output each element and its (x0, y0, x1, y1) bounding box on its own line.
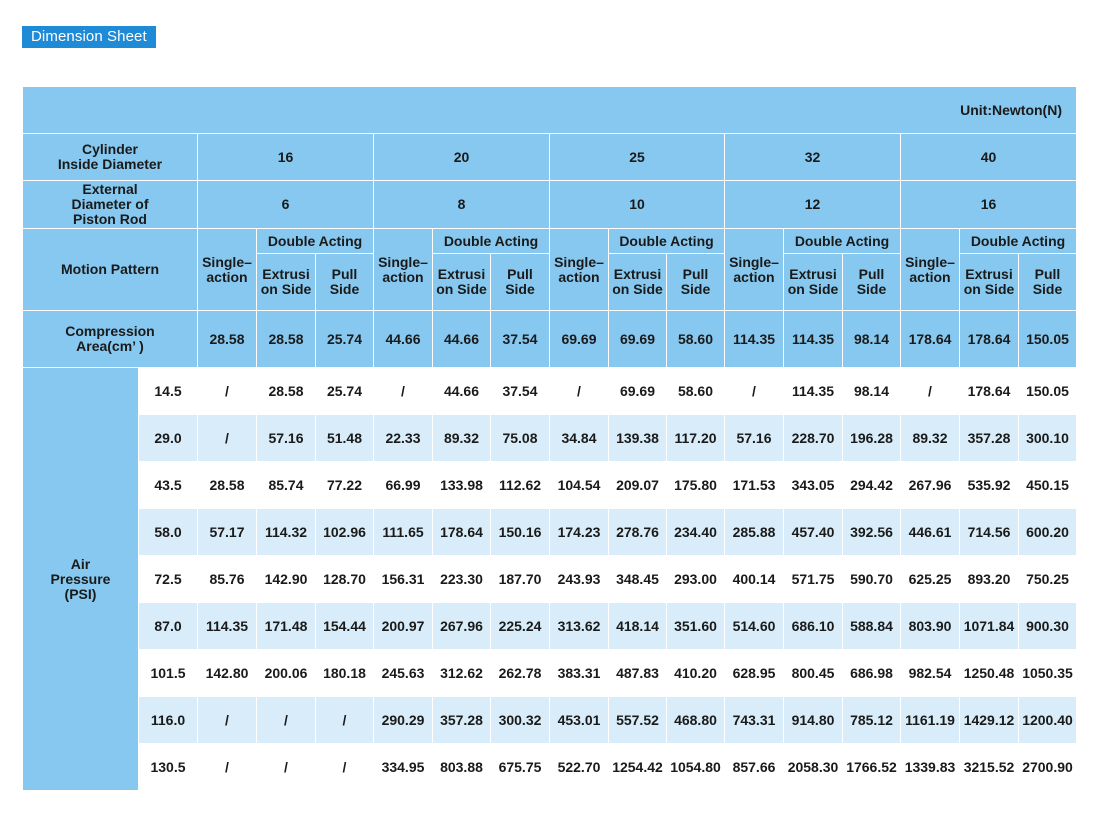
force-value: 457.40 (784, 509, 843, 556)
force-value: 392.56 (843, 509, 901, 556)
force-value: 535.92 (960, 462, 1019, 509)
force-value: 180.18 (316, 650, 374, 697)
force-value: / (550, 368, 609, 415)
double-acting-header: Double Acting (609, 229, 725, 254)
compression-area-value: 25.74 (316, 311, 374, 368)
piston-rod-value: 10 (550, 181, 725, 229)
table-row (23, 415, 1077, 462)
unit-row (23, 87, 1077, 134)
force-value: 114.32 (257, 509, 316, 556)
force-value: 893.20 (960, 556, 1019, 603)
force-value: 209.07 (609, 462, 667, 509)
pull-side-header: Pull Side (843, 254, 901, 311)
force-value: 1766.52 (843, 744, 901, 791)
psi-value: 87.0 (139, 603, 198, 650)
force-value: 89.32 (433, 415, 491, 462)
air-pressure-label: Air Pressure (PSI) (23, 368, 139, 791)
compression-area-label: Compression Area(cm’ ) (23, 311, 198, 368)
force-value: 85.74 (257, 462, 316, 509)
psi-value: 29.0 (139, 415, 198, 462)
force-value: / (257, 697, 316, 744)
extrusion-side-header: Extrusi on Side (784, 254, 843, 311)
force-value: 313.62 (550, 603, 609, 650)
force-value: 628.95 (725, 650, 784, 697)
compression-area-value: 28.58 (257, 311, 316, 368)
single-action-header: Single– action (198, 229, 257, 311)
force-value: 290.29 (374, 697, 433, 744)
cylinder-diameter-row (23, 134, 1077, 181)
force-value: 294.42 (843, 462, 901, 509)
piston-rod-value: 6 (198, 181, 374, 229)
force-value: 142.80 (198, 650, 257, 697)
double-acting-header: Double Acting (960, 229, 1077, 254)
table-row (23, 744, 1077, 791)
force-value: 114.35 (784, 368, 843, 415)
force-value: 453.01 (550, 697, 609, 744)
piston-rod-value: 12 (725, 181, 901, 229)
force-value: 85.76 (198, 556, 257, 603)
force-value: 200.06 (257, 650, 316, 697)
psi-value: 130.5 (139, 744, 198, 791)
force-value: 139.38 (609, 415, 667, 462)
force-value: 590.70 (843, 556, 901, 603)
force-value: 803.90 (901, 603, 960, 650)
cylinder-diameter-value: 16 (198, 134, 374, 181)
force-value: 171.53 (725, 462, 784, 509)
force-value: 1339.83 (901, 744, 960, 791)
compression-area-value: 150.05 (1019, 311, 1077, 368)
cylinder-diameter-value: 32 (725, 134, 901, 181)
force-value: 150.16 (491, 509, 550, 556)
force-value: / (316, 744, 374, 791)
force-value: 178.64 (960, 368, 1019, 415)
compression-area-value: 28.58 (198, 311, 257, 368)
force-value: 343.05 (784, 462, 843, 509)
force-value: 133.98 (433, 462, 491, 509)
psi-value: 116.0 (139, 697, 198, 744)
cylinder-diameter-value: 25 (550, 134, 725, 181)
single-action-header: Single– action (550, 229, 609, 311)
force-value: 75.08 (491, 415, 550, 462)
force-value: 51.48 (316, 415, 374, 462)
compression-area-value: 69.69 (550, 311, 609, 368)
force-value: 150.05 (1019, 368, 1077, 415)
force-value: 77.22 (316, 462, 374, 509)
single-action-header: Single– action (901, 229, 960, 311)
force-value: 785.12 (843, 697, 901, 744)
force-value: 196.28 (843, 415, 901, 462)
page-title: Dimension Sheet (22, 26, 156, 48)
force-value: 418.14 (609, 603, 667, 650)
force-value: 675.75 (491, 744, 550, 791)
force-value: 267.96 (433, 603, 491, 650)
force-value: 200.97 (374, 603, 433, 650)
motion-pattern-label: Motion Pattern (23, 229, 198, 311)
extrusion-side-header: Extrusi on Side (257, 254, 316, 311)
force-value: 245.63 (374, 650, 433, 697)
force-value: 446.61 (901, 509, 960, 556)
force-value: 1161.19 (901, 697, 960, 744)
force-value: 450.15 (1019, 462, 1077, 509)
force-value: 262.78 (491, 650, 550, 697)
compression-area-value: 37.54 (491, 311, 550, 368)
force-value: 58.60 (667, 368, 725, 415)
extrusion-side-header: Extrusi on Side (609, 254, 667, 311)
force-value: 686.98 (843, 650, 901, 697)
force-value: 234.40 (667, 509, 725, 556)
force-value: 57.16 (257, 415, 316, 462)
table-row (23, 556, 1077, 603)
force-value: 300.32 (491, 697, 550, 744)
force-value: 57.16 (725, 415, 784, 462)
force-value: 22.33 (374, 415, 433, 462)
extrusion-side-header: Extrusi on Side (960, 254, 1019, 311)
force-value: 112.62 (491, 462, 550, 509)
force-value: 571.75 (784, 556, 843, 603)
piston-rod-value: 8 (374, 181, 550, 229)
psi-value: 14.5 (139, 368, 198, 415)
psi-value: 58.0 (139, 509, 198, 556)
single-action-header: Single– action (374, 229, 433, 311)
force-value: 357.28 (433, 697, 491, 744)
force-value: 178.64 (433, 509, 491, 556)
force-value: / (257, 744, 316, 791)
force-value: / (316, 697, 374, 744)
compression-area-value: 98.14 (843, 311, 901, 368)
force-value: 44.66 (433, 368, 491, 415)
force-value: 142.90 (257, 556, 316, 603)
table-row (23, 697, 1077, 744)
pull-side-header: Pull Side (316, 254, 374, 311)
force-value: 174.23 (550, 509, 609, 556)
double-acting-header: Double Acting (433, 229, 550, 254)
force-value: 588.84 (843, 603, 901, 650)
force-value: 468.80 (667, 697, 725, 744)
cylinder-diameter-label: Cylinder Inside Diameter (23, 134, 198, 181)
force-value: / (198, 368, 257, 415)
force-value: 1254.42 (609, 744, 667, 791)
force-value: 102.96 (316, 509, 374, 556)
single-action-header: Single– action (725, 229, 784, 311)
force-value: 410.20 (667, 650, 725, 697)
piston-rod-value: 16 (901, 181, 1077, 229)
force-value: 66.99 (374, 462, 433, 509)
compression-area-value: 114.35 (725, 311, 784, 368)
force-value: 914.80 (784, 697, 843, 744)
force-value: 89.32 (901, 415, 960, 462)
force-value: 600.20 (1019, 509, 1077, 556)
double-acting-header: Double Acting (257, 229, 374, 254)
force-value: 225.24 (491, 603, 550, 650)
force-value: 400.14 (725, 556, 784, 603)
force-value: 57.17 (198, 509, 257, 556)
force-value: 1200.40 (1019, 697, 1077, 744)
force-value: 3215.52 (960, 744, 1019, 791)
force-value: 69.69 (609, 368, 667, 415)
force-value: 900.30 (1019, 603, 1077, 650)
force-value: / (198, 697, 257, 744)
force-value: 522.70 (550, 744, 609, 791)
table-row (23, 650, 1077, 697)
force-value: 98.14 (843, 368, 901, 415)
force-value: 982.54 (901, 650, 960, 697)
force-value: 312.62 (433, 650, 491, 697)
force-value: 514.60 (725, 603, 784, 650)
force-value: 175.80 (667, 462, 725, 509)
force-value: 334.95 (374, 744, 433, 791)
force-value: 285.88 (725, 509, 784, 556)
motion-pattern-row (23, 229, 1077, 254)
compression-area-value: 44.66 (374, 311, 433, 368)
psi-value: 72.5 (139, 556, 198, 603)
force-value: 1429.12 (960, 697, 1019, 744)
compression-area-row (23, 311, 1077, 368)
force-value: 1054.80 (667, 744, 725, 791)
force-value: 2058.30 (784, 744, 843, 791)
force-value: 743.31 (725, 697, 784, 744)
force-value: 2700.90 (1019, 744, 1077, 791)
piston-rod-row (23, 181, 1077, 229)
force-value: 714.56 (960, 509, 1019, 556)
force-value: 104.54 (550, 462, 609, 509)
extrusion-side-header: Extrusi on Side (433, 254, 491, 311)
force-value: 383.31 (550, 650, 609, 697)
force-value: 750.25 (1019, 556, 1077, 603)
force-value: 1050.35 (1019, 650, 1077, 697)
force-value: 803.88 (433, 744, 491, 791)
compression-area-value: 44.66 (433, 311, 491, 368)
force-value: 114.35 (198, 603, 257, 650)
compression-area-value: 114.35 (784, 311, 843, 368)
force-value: 28.58 (198, 462, 257, 509)
force-value: 351.60 (667, 603, 725, 650)
psi-value: 43.5 (139, 462, 198, 509)
force-value: 111.65 (374, 509, 433, 556)
force-value: 243.93 (550, 556, 609, 603)
compression-area-value: 178.64 (960, 311, 1019, 368)
pull-side-header: Pull Side (667, 254, 725, 311)
force-value: 557.52 (609, 697, 667, 744)
piston-rod-label: External Diameter of Piston Rod (23, 181, 198, 229)
force-value: 267.96 (901, 462, 960, 509)
table-row (23, 368, 1077, 415)
force-value: 37.54 (491, 368, 550, 415)
force-value: 278.76 (609, 509, 667, 556)
force-value: 156.31 (374, 556, 433, 603)
table-row (23, 462, 1077, 509)
force-value: / (725, 368, 784, 415)
force-value: 625.25 (901, 556, 960, 603)
table-row (23, 603, 1077, 650)
force-value: 117.20 (667, 415, 725, 462)
force-value: 1250.48 (960, 650, 1019, 697)
force-value: 228.70 (784, 415, 843, 462)
force-value: 857.66 (725, 744, 784, 791)
force-value: 34.84 (550, 415, 609, 462)
force-value: 28.58 (257, 368, 316, 415)
force-value: 187.70 (491, 556, 550, 603)
dimension-table (22, 86, 1077, 791)
force-value: 25.74 (316, 368, 374, 415)
compression-area-value: 58.60 (667, 311, 725, 368)
force-value: 357.28 (960, 415, 1019, 462)
pull-side-header: Pull Side (491, 254, 550, 311)
force-value: / (374, 368, 433, 415)
cylinder-diameter-value: 40 (901, 134, 1077, 181)
pull-side-header: Pull Side (1019, 254, 1077, 311)
force-value: / (198, 744, 257, 791)
force-value: 300.10 (1019, 415, 1077, 462)
force-value: 293.00 (667, 556, 725, 603)
force-value: 487.83 (609, 650, 667, 697)
unit-label: Unit:Newton(N) (23, 87, 1077, 134)
force-value: 1071.84 (960, 603, 1019, 650)
double-acting-header: Double Acting (784, 229, 901, 254)
force-value: 800.45 (784, 650, 843, 697)
force-value: 686.10 (784, 603, 843, 650)
force-value: / (198, 415, 257, 462)
psi-value: 101.5 (139, 650, 198, 697)
force-value: 223.30 (433, 556, 491, 603)
force-value: 128.70 (316, 556, 374, 603)
force-value: 154.44 (316, 603, 374, 650)
compression-area-value: 178.64 (901, 311, 960, 368)
force-value: 348.45 (609, 556, 667, 603)
cylinder-diameter-value: 20 (374, 134, 550, 181)
table-row (23, 509, 1077, 556)
force-value: 171.48 (257, 603, 316, 650)
compression-area-value: 69.69 (609, 311, 667, 368)
force-value: / (901, 368, 960, 415)
